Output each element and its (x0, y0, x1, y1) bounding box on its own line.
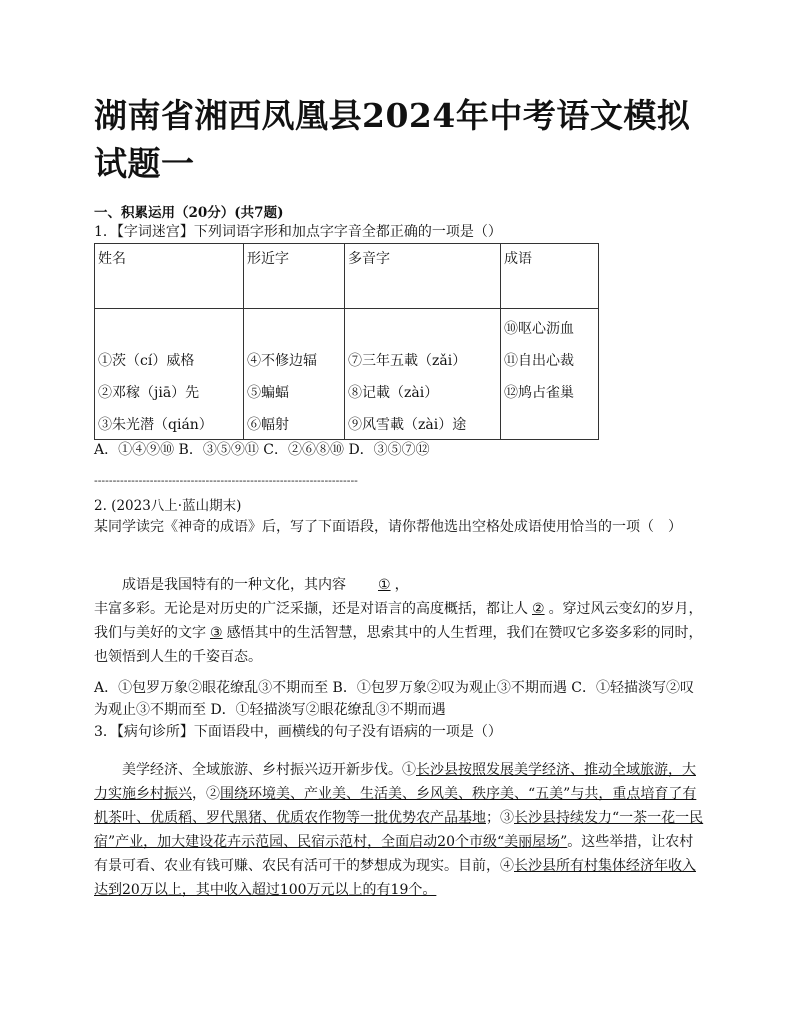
question-2-passage-body (94, 597, 706, 669)
idiom-item: ⑪自出心裁 (504, 353, 574, 369)
idiom-item: ⑫鸠占雀巢 (504, 385, 574, 401)
sentence-marker: ② (206, 786, 220, 802)
similar-char-item: ④不修边辐 (247, 353, 317, 369)
question-3-stem: 3．【病句诊所】下面语段中，画横线的句子没有语病的一项是（） (94, 724, 502, 740)
underlined-sentence-2: 围绕环境美、产业美、生活美、乡风美、秩序美、“五美”与共，重点培育了有机茶叶、优质稻、罗代黑猪、优质农作物等一批优势农产品基地 (94, 786, 697, 826)
similar-char-item: ⑤蝙蝠 (247, 385, 289, 401)
sentence-marker: ③ (500, 810, 514, 826)
header-polyphone: 多音字 (345, 244, 501, 309)
idiom-item: ⑩呕心沥血 (504, 321, 574, 337)
passage-text: 感悟其中的生活智慧，思索其中的人生哲理，我们在赞叹它多姿多彩的同时，也领悟到人生的千姿百态。 (94, 625, 703, 665)
passage-text: ， (192, 786, 206, 802)
question-1-stem: 1．【字词迷宫】下列词语字形和加点字字音全都正确的一项是（） (94, 224, 502, 240)
passage-text: 。这些举措，让农村有景可看、农业有钱可赚、农民有活可干的梦想成为现实。目前， (94, 834, 694, 874)
header-idiom: 成语 (501, 244, 599, 309)
question-2-source: 2. (2023八上·蓝山期末) (94, 498, 242, 514)
passage-text: ， (394, 577, 409, 593)
passage-text: ； (486, 810, 500, 826)
name-item: ②邓稼（jiā）先 (98, 385, 200, 401)
divider: ----------------------------------------------------------------------- (94, 474, 358, 487)
similar-char-item: ⑥幅射 (247, 417, 289, 433)
word-table (94, 243, 599, 440)
underlined-sentence-3: 长沙县持续发力“一茶一花一民宿”产业，加大建设花卉示范园、民宿示范村，全面启动20个市级“美丽屋场” (94, 810, 704, 850)
passage-text: 成语是我国特有的一种文化，其内容 (122, 577, 346, 593)
header-similar-chars: 形近字 (244, 244, 345, 309)
blank-2: ② (532, 601, 545, 617)
polyphone-item: ⑧记載（zài） (348, 385, 439, 401)
blank-3: ③ (210, 625, 223, 641)
page-title: 湖南省湘西凤凰县2024年中考语文模拟试题一 (94, 96, 691, 183)
polyphone-item: ⑦三年五載（zǎi） (348, 353, 467, 369)
header-name: 姓名 (95, 244, 244, 309)
polyphone-item: ⑨风雪載（zài）途 (348, 417, 467, 433)
name-item: ③朱光潜（qián） (98, 417, 213, 433)
question-2-options: A．①包罗万象②眼花缭乱③不期而至 B．①包罗万象②叹为观止③不期而遇 C．①轻描淡写②叹为观止③不期而至 D．①轻描淡写②眼花缭乱③不期而遇 (94, 680, 695, 718)
blank-1: ① (378, 577, 391, 593)
passage-text: 丰富多彩。无论是对历史的广泛采撷，还是对语言的高度概括，都让人 (94, 601, 528, 617)
underlined-sentence-1: 长沙县按照发展美学经济、推动全域旅游，大力实施乡村振兴 (94, 762, 696, 802)
question-2-passage-line1 (94, 573, 706, 597)
question-3-passage (94, 758, 706, 902)
underlined-sentence-4: 长沙县所有村集体经济年收入达到20万以上，其中收入超过100万元以上的有19个。 (94, 858, 696, 898)
sentence-marker: ① (402, 762, 416, 778)
section-heading: 一、积累运用（20分）(共7题) (94, 205, 284, 221)
name-item: ①茨（cí）威格 (98, 353, 195, 369)
question-1-options: A．①④⑨⑩ B．③⑤⑨⑪ C．②⑥⑧⑩ D．③⑤⑦⑫ (94, 442, 430, 458)
sentence-marker: ④ (500, 858, 514, 874)
question-2-stem: 某同学读完《神奇的成语》后，写了下面语段，请你帮他选出空格处成语使用恰当的一项（ ） (94, 519, 682, 535)
passage-text: 。穿过风云变幻的岁月，我们与美好的文字 (94, 601, 703, 641)
passage-text: 美学经济、全域旅游、乡村振兴迈开新步伐。 (122, 762, 402, 778)
